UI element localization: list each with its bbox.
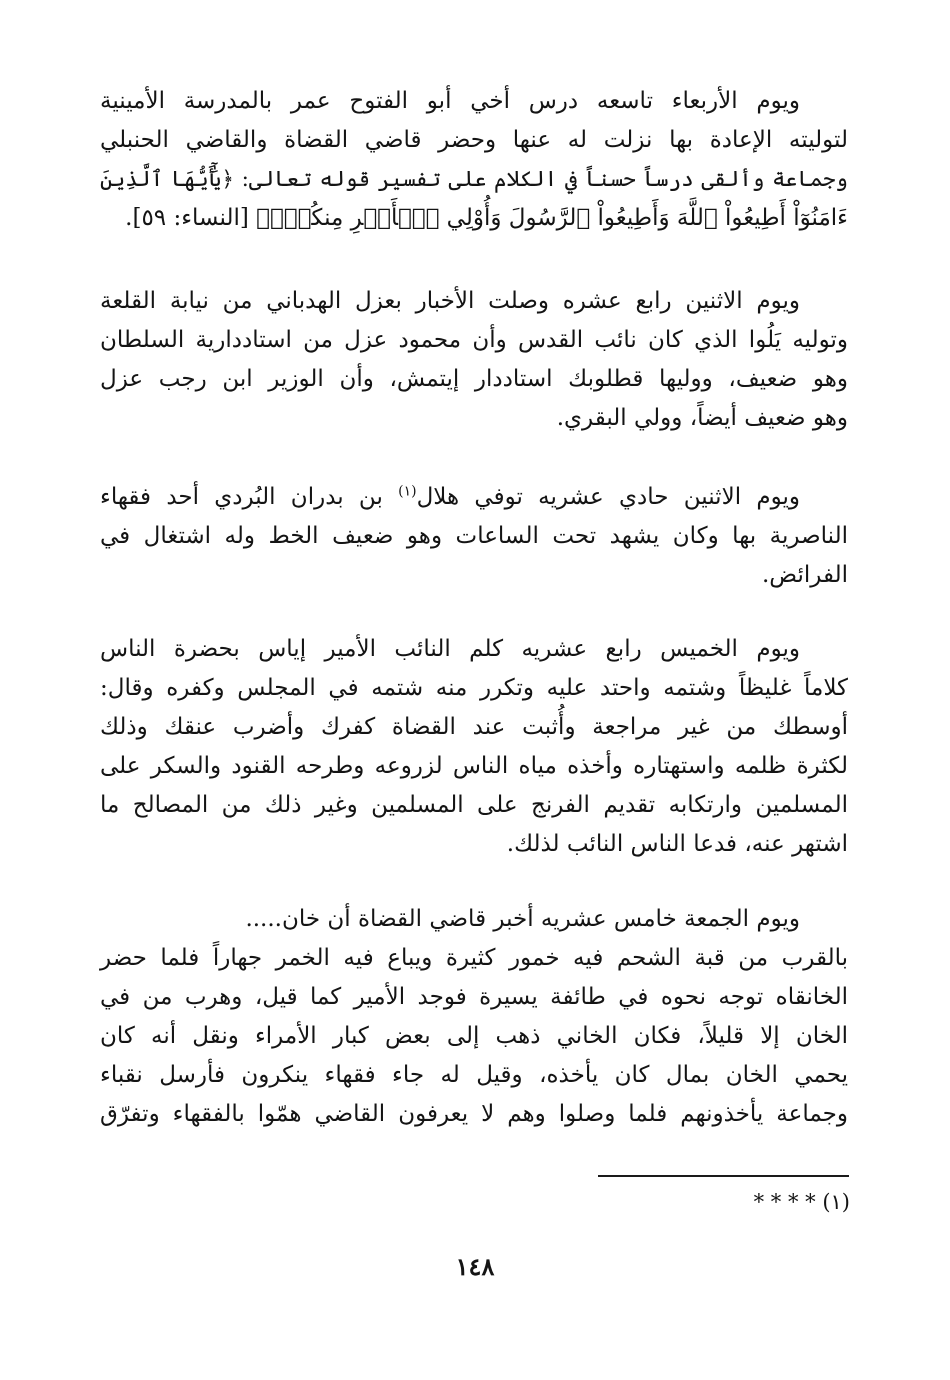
footnote-marker: (١) [822, 1190, 850, 1214]
text-line: الناصرية بها وكان يشهد تحت الساعات وهو ضعيف الخط وله اشتغال في [100, 523, 848, 549]
text-line: لكثرة ظلمه واستهتاره وأخذه مياه الناس لزروعه وطرحه القنود والسكر على [100, 753, 848, 779]
text-line: وهو ضعيف أيضاً، وولي البقري. [556, 405, 848, 431]
paragraph-monday-dismissal [100, 282, 848, 438]
text-line: المسلمين وارتكابه تقديم الفرنج على المسلمين وغير ذلك من المصالح ما [100, 792, 848, 818]
text-line-quran-verse: ءَامَنُوٓاْ أَطِيعُواْ ٱللَّهَ وَأَطِيعُواْ ٱلرَّسُولَ وَأُوْلِي ٱلۡأَمۡرِ مِنكُمۡۖ﴾ [النساء: ٥٩]. [125, 205, 848, 231]
text-line: كلاماً غليظاً وشتمه واحتد عليه وتكرر منه شتمه في المجلس وكفره وقال: [100, 675, 848, 701]
paragraph-thursday-rebuke [100, 630, 848, 864]
text-line: وجماعة وألقى درساً حسناً في الكلام على تفسير قوله تعالى: ﴿يَٰٓأَيُّهَا ٱلَّذِينَ [100, 167, 848, 192]
text-segment: ويوم الاثنين حادي عشريه توفي هلال [416, 484, 800, 510]
text-line: ويوم الأربعاء تاسعه درس أخي أبو الفتوح عمر بالمدرسة الأمينية [100, 88, 800, 114]
paragraph-death-notice [100, 478, 848, 595]
text-line: ويوم الاثنين رابع عشره وصلت الأخبار بعزل الهدباني من نيابة القلعة [100, 288, 800, 314]
text-line: ويوم الجمعة خامس عشريه أخبر قاضي القضاة أن خان..... [245, 906, 800, 932]
text-line: يحمي الخان بمال كان يأخذه، وقيل له جاء فقهاء ينكرون فأرسل نقباء [100, 1062, 848, 1088]
text-line: اشتهر عنه، فدعا الناس النائب لذلك. [506, 831, 848, 857]
text-line: الفرائض. [761, 562, 848, 588]
text-line: لتوليته الإعادة بها نزلت له عنها وحضر قاضي القضاة والقاضي الحنبلي [100, 127, 848, 153]
text-line: ويوم الخميس رابع عشريه كلم النائب الأمير إياس بحضرة الناس [100, 636, 800, 662]
paragraph-wednesday-lesson [100, 82, 848, 238]
footnote-text: * * * * [753, 1190, 816, 1214]
text-line: أوسطك من غير مراجعة وأُثبت عند القضاة كفرك وأضرب عنقك وذلك [100, 714, 848, 740]
text-line [100, 478, 848, 517]
paragraph-friday-khan [100, 900, 848, 1134]
text-line: الخان إلا قليلاً، فكان الخاني ذهب إلى بعض كبار الأمراء ونقل أنه كان [100, 1023, 848, 1049]
text-line: الخانقاه توجه نحوه في طائفة يسيرة فوجد الأمير كما قيل، وهرب من في [100, 984, 848, 1010]
footnote-divider [598, 1175, 849, 1177]
text-segment: بن بدران البُردي أحد فقهاء [100, 484, 399, 510]
text-line: وجماعة يأخذونهم فلما وصلوا وهم لا يعرفون القاضي همّوا بالفقهاء وتفرّق [100, 1101, 848, 1127]
text-line: بالقرب من قبة الشحم فيه خمور كثيرة ويباع فيه الخمر جهاراً فلما حضر [100, 945, 848, 971]
footnote-reference[interactable]: (١) [398, 483, 417, 500]
footnote [754, 1186, 850, 1218]
text-line: وتوليه يَلُوا الذي كان نائب القدس وأن محمود عزل من استاددارية السلطان [100, 327, 848, 353]
text-line: وهو ضعيف، ووليها قطلوبك استاددار إيتمش، وأن الوزير ابن رجب عزل [100, 366, 848, 392]
page-number: ١٤٨ [455, 1252, 495, 1281]
